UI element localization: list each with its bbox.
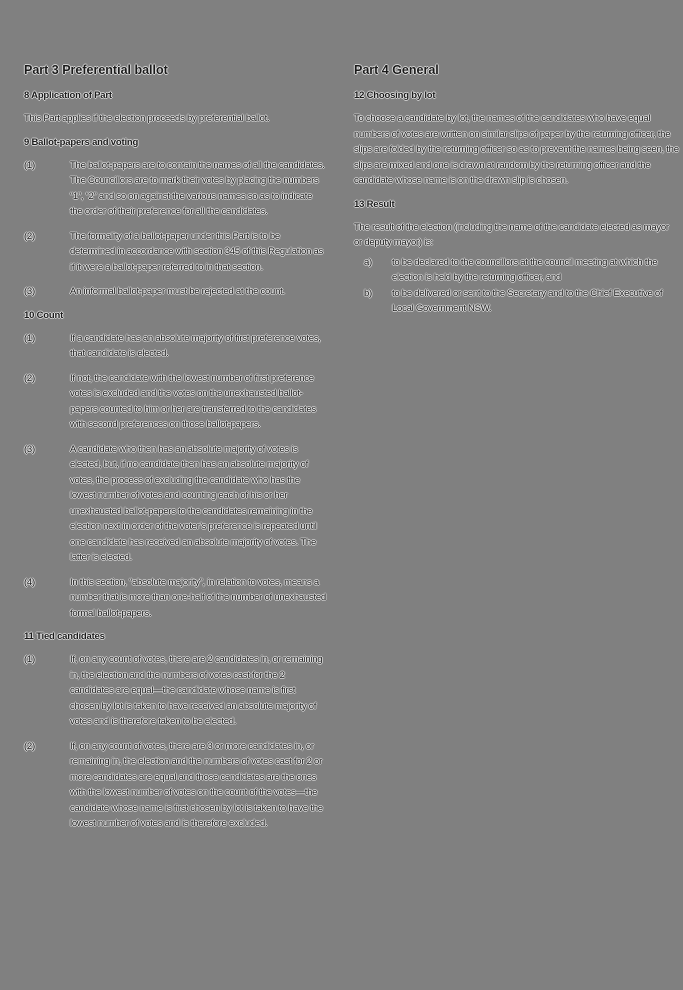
clause-text: An informal ballot-paper must be rejected at the count. xyxy=(70,286,285,297)
clause-text: If, on any count of votes, there are 3 or more candidates in, or remaining in, the election and the numbers of votes cast for 2 or more candidates are equal and those candidates are the ones with the lowest number of votes on the count of the votes—the candidate whose name is first chosen by lot is taken to have the lowest number of votes and is therefore excluded. xyxy=(70,740,323,829)
clause-number: (3) xyxy=(24,443,35,455)
section-12-paragraph: To choose a candidate by lot, the names of the candidates who have equal numbers of votes are written on similar slips of paper by the returning officer, the slips are folded by the returning officer so as to prevent the names being seen, the slips are mixed and one is drawn at random by the returning officer and the candidate whose name is on the drawn slip is chosen. xyxy=(354,113,679,186)
section-13 xyxy=(354,198,679,317)
item-text: to be declared to the councillors at the council meeting at which the election is held by the returning officer, and xyxy=(392,256,658,283)
clause-text: If a candidate has an absolute majority of first preference votes, that candidate is elected. xyxy=(70,332,321,359)
right-column xyxy=(354,62,679,317)
clause-text: If, on any count of votes, there are 2 candidates in, or remaining in, the election and the numbers of votes cast for the 2 candidates are equal—the candidate whose name is first chosen by lot is taken to have received an absolute majority of votes and is therefore taken to be elected. xyxy=(70,654,323,727)
clause-text: The formality of a ballot-paper under this Part is to be determined in accordance with section 345 of this Regulation as if it were a ballot-paper referred to in that section. xyxy=(70,230,324,273)
section-11-clause-1 xyxy=(24,652,334,730)
section-10-heading: 10 Count xyxy=(24,309,64,321)
clause-number: (4) xyxy=(24,576,35,588)
section-13-paragraph: The result of the election (including the name of the candidate elected as mayor or deputy mayor) is: xyxy=(354,221,669,248)
left-column xyxy=(24,62,334,841)
clause-text: In this section, “absolute majority”, in relation to votes, means a number that is more than one-half of the number of unexhausted formal ballot-papers. xyxy=(70,576,326,619)
section-9 xyxy=(24,136,334,300)
section-10-clause-2 xyxy=(24,371,334,433)
section-13-item-a xyxy=(354,255,679,286)
clause-number: (1) xyxy=(24,159,35,171)
section-13-heading: 13 Result xyxy=(354,198,395,210)
section-13-item-b xyxy=(354,286,679,317)
clause-number: (1) xyxy=(24,332,35,344)
item-text: to be delivered or sent to the Secretary and to the Chief Executive of Local Government NSW. xyxy=(392,287,663,314)
clause-text: A candidate who then has an absolute majority of votes is elected, but, if no candidate then has an absolute majority of votes, the process of excluding the candidate who has the lowest number of votes and counting each of his or her unexhausted ballot-papers to the candidates remaining in the election next in order of the voter’s preference is repeated until one candidate has received an absolute majority of votes. The latter is elected. xyxy=(70,443,317,563)
clause-number: (2) xyxy=(24,230,35,242)
section-8-heading: 8 Application of Part xyxy=(24,90,112,101)
section-12 xyxy=(354,89,679,189)
section-10-clause-4 xyxy=(24,575,334,622)
section-9-heading: 9 Ballot-papers and voting xyxy=(24,136,139,148)
clause-number: (2) xyxy=(24,740,35,752)
clause-text: The ballot-papers are to contain the names of all the candidates. The Councillors are to mark their votes by placing the numbers “1”, “2” and so on against the various names so as to indicate the order of their preference for all the candidates. xyxy=(70,159,325,217)
section-8-paragraph: This Part applies if the election proceeds by preferential ballot. xyxy=(24,113,270,124)
clause-text: If not, the candidate with the lowest number of first preference votes is excluded and the votes on the unexhausted ballot-papers counted to him or her are transferred to the candidates with second preferences on those ballot-papers. xyxy=(70,372,316,430)
section-8 xyxy=(24,89,334,127)
section-10 xyxy=(24,309,334,622)
clause-number: (2) xyxy=(24,372,35,384)
section-13-list xyxy=(354,255,679,317)
section-11 xyxy=(24,630,334,832)
section-10-clause-1 xyxy=(24,331,334,362)
clause-number: (3) xyxy=(24,286,35,297)
section-9-clause-2 xyxy=(24,229,334,276)
item-label: b) xyxy=(364,287,372,299)
item-label: a) xyxy=(364,256,372,268)
section-9-clause-1 xyxy=(24,158,334,220)
section-10-clause-3 xyxy=(24,442,334,566)
section-11-heading: 11 Tied candidates xyxy=(24,631,105,642)
section-11-clause-2 xyxy=(24,739,334,832)
section-12-heading: 12 Choosing by lot xyxy=(354,90,436,101)
part-3-title: Part 3 Preferential ballot xyxy=(24,63,168,77)
section-9-clause-3 xyxy=(24,284,334,300)
clause-number: (1) xyxy=(24,654,35,665)
part-4-title: Part 4 General xyxy=(354,63,439,77)
